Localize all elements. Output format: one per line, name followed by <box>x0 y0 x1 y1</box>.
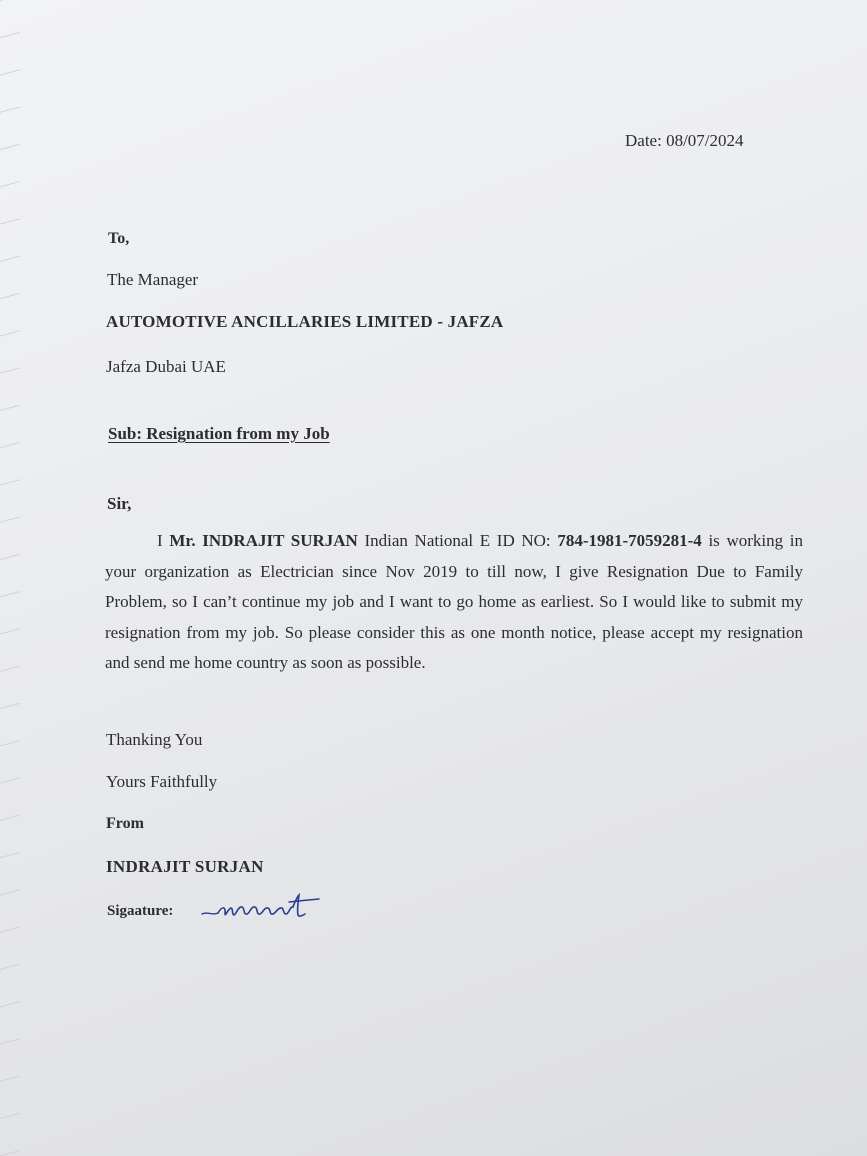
emirates-id: 784-1981-7059281-4 <box>557 531 702 550</box>
company-name: AUTOMOTIVE ANCILLARIES LIMITED - JAFZA <box>106 312 504 331</box>
letter-body <box>105 526 803 679</box>
letter-date: Date: 08/07/2024 <box>625 131 744 150</box>
closing: Yours Faithfully <box>106 772 218 791</box>
signature-label: Sigaature: <box>107 903 174 919</box>
closing-thanks: Thanking You <box>106 730 203 749</box>
body-nationality: Indian National E ID NO: <box>357 531 558 550</box>
company-address: Jafza Dubai UAE <box>106 357 226 376</box>
recipient-title: The Manager <box>107 270 199 289</box>
employee-name: Mr. INDRAJIT SURJAN <box>169 531 358 550</box>
letter-subject: Sub: Resignation from my Job <box>108 424 330 443</box>
salutation: Sir, <box>107 494 132 513</box>
to-label: To, <box>108 230 130 247</box>
body-text: is working in your organization as Electrician since Nov 2019 to till now, I give Resignation Due to Family Problem, so I can’t continue my job and I want to go home as earliest. So I would like to submit my resignation from my job. So please consider this as one month notice, please accept my resignation and send me home country as soon as possible. <box>105 531 803 672</box>
from-label: From <box>106 815 144 832</box>
notebook-edge <box>0 0 20 1156</box>
signer-name: INDRAJIT SURJAN <box>106 857 264 876</box>
handwritten-signature <box>198 892 322 928</box>
body-intro: I <box>157 531 170 550</box>
